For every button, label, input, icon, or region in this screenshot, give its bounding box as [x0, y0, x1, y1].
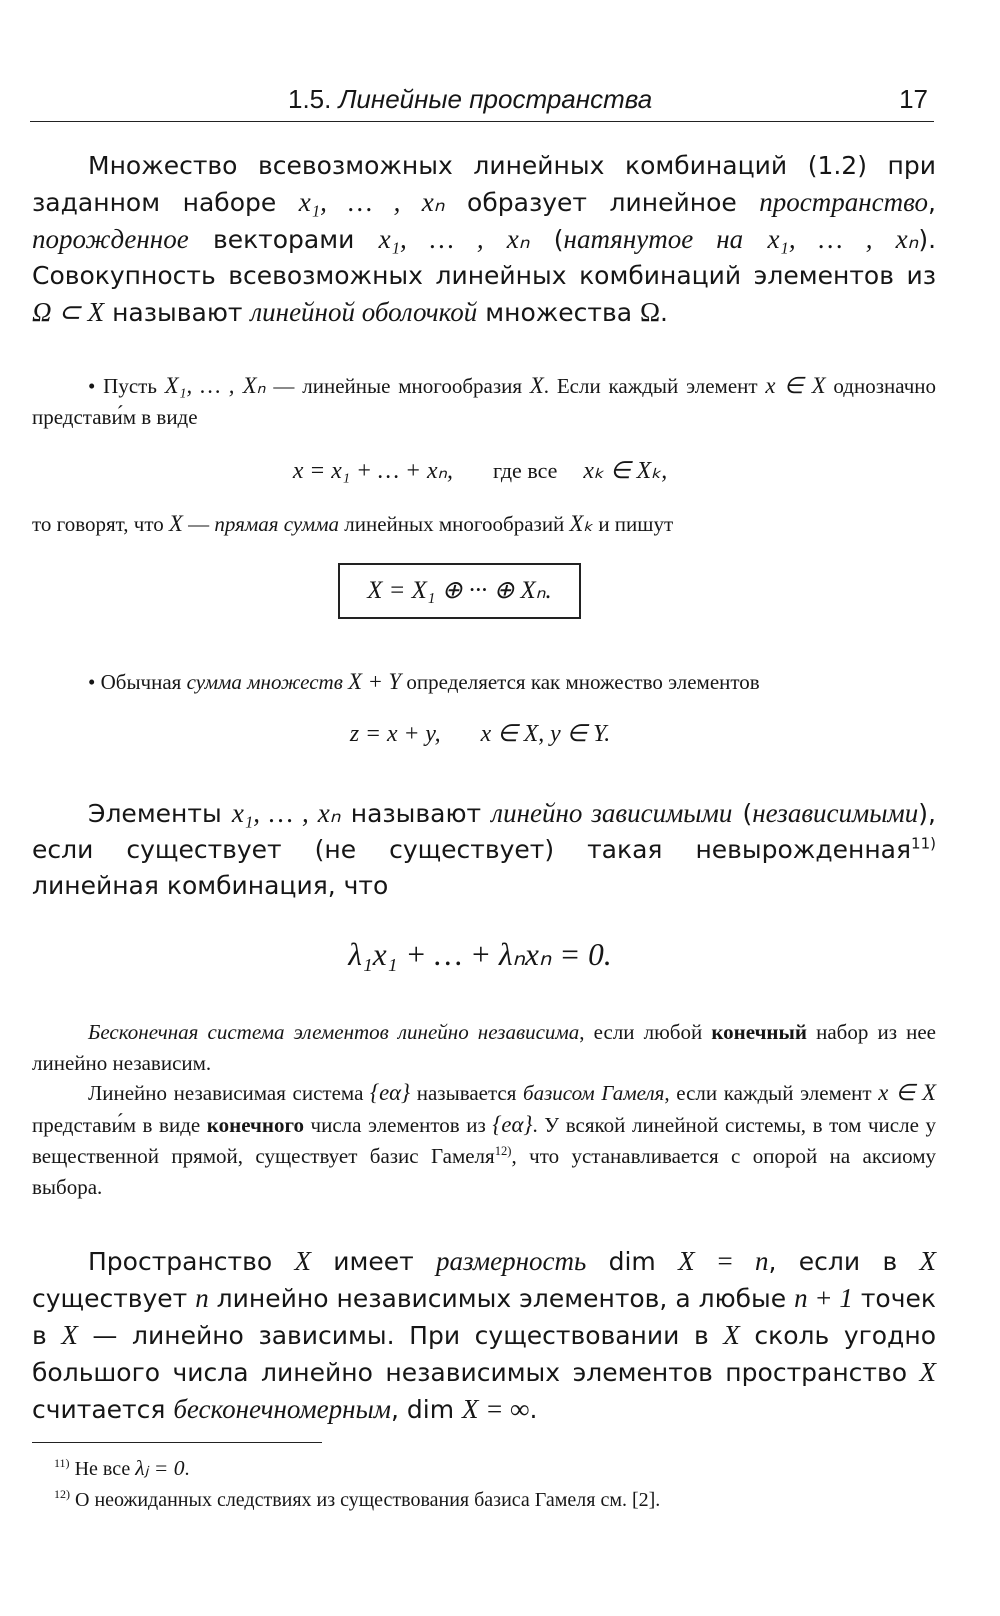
- footnote-ref-11[interactable]: 11): [911, 834, 936, 853]
- section-title: Линейные пространства: [338, 84, 653, 114]
- paragraph-linear-dependence: Элементы x₁, … , xₙ называют линейно зависимыми (независимыми), если существует (не существует) такая невырожденная$^{11)}$ линейная комбинация, что: [32, 798, 936, 900]
- running-header: [30, 84, 934, 120]
- paragraph-linear-span: Множество всевозможных линейных комбинаций (1.2) при заданном наборе x₁, … , xₙ образует линейное пространство, порожденное векторами x₁, … , xₙ (натянутое на x₁, … , xₙ). Совокупность всевозможных линейных комбинаций элементов из Ω ⊂ X называют линейной оболочкой множества Ω.: [32, 151, 937, 327]
- paragraph-dimension: Пространство X имеет размерность dim X = n, если в X существует n линейно независимых элементов, а любые n + 1 точек в X — линейно зависимы. При существовании в X сколь угодно большого числа линейно независимых элементов пространство X считается бесконечномерным, dim X = ∞.: [32, 1246, 937, 1424]
- boxed-direct-sum-formula: X = X₁ ⊕ ··· ⊕ Xₙ.: [338, 563, 581, 619]
- formula-decomposition: x = x₁ + … + xₙ, где все xₖ ∈ Xₖ,: [292, 458, 668, 484]
- section-heading: [288, 84, 652, 115]
- note-set-sum: • Обычная сумма множеств X + Y определяется как множество элементов: [88, 669, 760, 694]
- note-direct-sum-definition: то говорят, что X — прямая сумма линейных многообразий Xₖ и пишут: [32, 511, 674, 536]
- footnote-11: $^{11)}$ Не все λⱼ = 0.: [54, 1456, 190, 1480]
- footnote-mark-11: 11): [54, 1456, 70, 1471]
- footnote-12: $^{12)}$ О неожиданных следствиях из существования базиса Гамеля см. [2].: [54, 1487, 661, 1511]
- note-hamel-basis: Линейно независимая система {eα} называется базисом Гамеля, если каждый элемент x ∈ X представи́м в виде конечного числа элементов из {eα}. У всякой линейной системы, в том числе у вещественной прямой, существует базис Гамеля$^{12)}$, что устанавливается с опорой на аксиому выбора.: [32, 1080, 937, 1199]
- note-direct-sum: • Пусть X₁, … , Xₙ — линейные многообразия X. Если каждый элемент x ∈ X однозначно представи́м в виде: [32, 373, 937, 429]
- formula-linear-combination: λ₁x₁ + … + λₙxₙ = 0.: [348, 937, 612, 972]
- note-infinite-system: Бесконечная система элементов линейно независима, если любой конечный набор из нее линейно независим.: [32, 1020, 936, 1075]
- page-number: 17: [899, 84, 928, 114]
- section-number: 1.5.: [288, 84, 332, 114]
- footnote-ref-12[interactable]: 12): [494, 1143, 512, 1158]
- footnote-mark-12: 12): [54, 1487, 70, 1502]
- footnote-rule: [32, 1442, 322, 1443]
- header-rule: [30, 121, 934, 122]
- formula-set-sum: z = x + y, x ∈ X, y ∈ Y.: [349, 721, 611, 747]
